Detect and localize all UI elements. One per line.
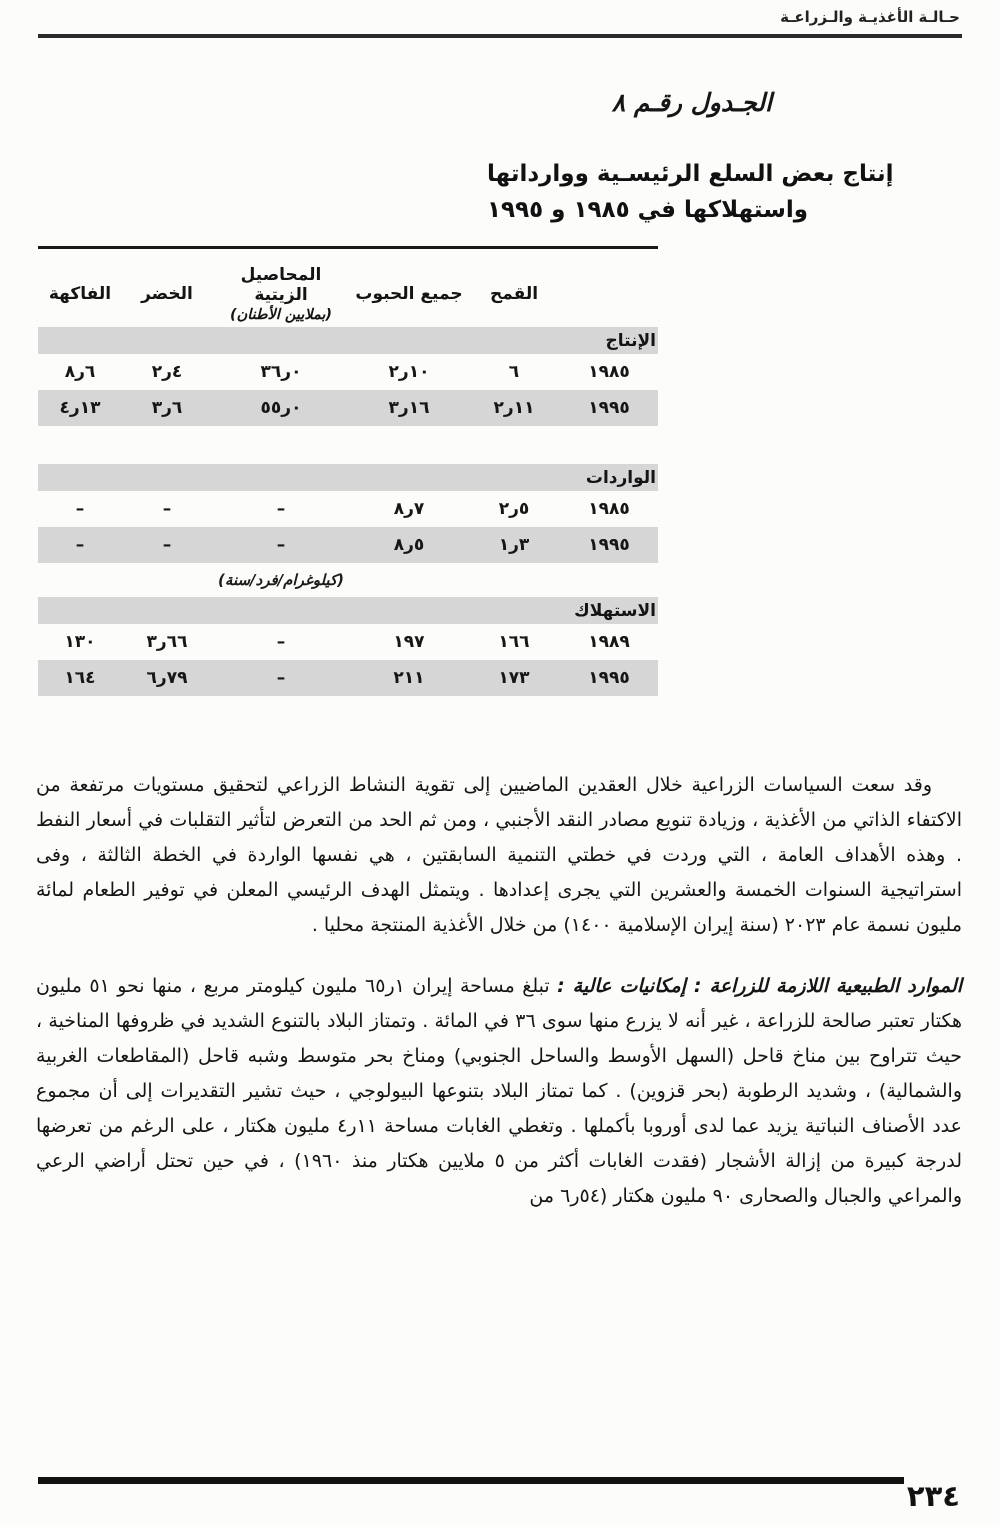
cell-value: ٧٩ر٦ (122, 660, 212, 696)
row-year: ١٩٩٥ (560, 390, 658, 426)
col-wheat: القمح (489, 284, 539, 304)
cell-value: – (212, 660, 350, 696)
section-band-production (38, 327, 658, 354)
paragraph-natural-resources (36, 969, 962, 1214)
cell-value: ٧ر٨ (393, 499, 425, 519)
col-all-cereals: جميع الحبوب (355, 284, 463, 304)
section-band-fill (38, 464, 560, 491)
table-title (487, 156, 897, 228)
table-row (38, 660, 658, 696)
cell-value: ١٦٦ (498, 632, 530, 652)
cell-value: ٠ر٥٥ (212, 390, 350, 426)
section-label-production: الإنتاج (560, 327, 658, 354)
cell-value: ١٧٣ (468, 660, 560, 696)
section-band-consumption (38, 597, 658, 624)
footer-divider (38, 1477, 904, 1484)
table-header-row (38, 248, 658, 328)
cell-value: ٥ر٢ (498, 499, 530, 519)
article-text (36, 768, 962, 1240)
cell-value: ١٣ر٤ (38, 390, 122, 426)
running-header-title: حـالـة الأغذيـة والـزراعـة (780, 8, 960, 26)
col-oil-crops (212, 248, 350, 328)
cell-value: ٦ر٣ (122, 390, 212, 426)
table-title-line1: إنتاج بعض السلع الرئيسـية ووارداتها (487, 161, 894, 187)
table-row (38, 354, 658, 390)
cell-value: ١١ر٢ (468, 390, 560, 426)
section-label-imports: الواردات (560, 464, 658, 491)
table-row (38, 624, 658, 660)
cell-value: ٦ر٨ (64, 362, 96, 382)
section-label-consumption: الاستهلاك (560, 597, 658, 624)
col-fruit: الفاكهة (48, 284, 112, 304)
section-band-fill (38, 327, 560, 354)
table-row (38, 390, 658, 426)
cell-value: – (276, 632, 286, 652)
cell-value: ١٦ر٣ (350, 390, 468, 426)
table-row (38, 491, 658, 527)
table-row (38, 527, 658, 563)
commodity-table (38, 246, 658, 696)
cell-value: ١٦٤ (38, 660, 122, 696)
table-title-line2: واستهلاكها في ١٩٨٥ و ١٩٩٥ (487, 197, 808, 223)
cell-value: ٢١١ (350, 660, 468, 696)
section-band-imports (38, 464, 658, 491)
header-divider (38, 34, 962, 38)
col-stub (560, 248, 658, 328)
cell-value: ١٠ر٢ (388, 362, 430, 382)
table-spacer (38, 426, 658, 464)
col-vegetables: الخضر (141, 284, 193, 304)
cell-value: – (162, 499, 172, 519)
cell-value: ٣ر١ (468, 527, 560, 563)
cell-value: ٦٦ر٣ (146, 632, 188, 652)
cell-value: ٦ (508, 362, 520, 382)
paragraph-policy: وقد سعت السياسات الزراعية خلال العقدين الماضيين إلى تقوية النشاط الزراعي لتحقيق مستويات مرتفعة من الاكتفاء الذاتي من الأغذية ، وزيادة تنويع مصادر النقد الأجنبي ، ومن ثم الحد من التعرض لتأثير التقلبات في أسعار النفط . وهذه الأهداف العامة ، التي وردت في خطتي التنمية السابقتين ، هي نفسها الواردة في الخطة الثالثة ، وفى استراتيجية السنوات الخمسة والعشرين التي يجرى إعدادها . ويتمثل الهدف الرئيسي المعلن في توفير الطعام لمائة مليون نسمة عام ٢٠٢٣ (سنة إيران الإسلامية ١٤٠٠) من خلال الأغذية المنتجة محليا . (36, 774, 962, 936)
row-year: ١٩٩٥ (560, 527, 658, 563)
cell-value: ٤ر٢ (151, 362, 183, 382)
page-number: ٢٣٤ (906, 1479, 960, 1513)
cell-value: ٥ر٨ (350, 527, 468, 563)
table-caption: الجـدول رقـم ٨ (611, 88, 772, 117)
table-unit-note-2: (كيلوغرام/فرد/سنة) (218, 571, 344, 589)
paragraph-body: تبلغ مساحة إيران ١ر٦٥ مليون كيلومتر مربع ، منها نحو ٥١ مليون هكتار تعتبر صالحة للزراعة ، غير أنه لا يزرع منها سوى ٣٦ في المائة . وتمتاز البلاد بالتنوع الشديد في ظروفها المناخية ، حيث تتراوح بين مناخ قاحل (السهل الأوسط والساحل الجنوبي) ومناخ بحر متوسط وشبه قاحل (المقاطعات الغربية والشمالية) ، وشديد الرطوبة (بحر قزوين) . كما تمتاز البلاد بتنوعها البيولوجي ، حيث تشير التقديرات إلى أن مجموع عدد الأصناف النباتية يزيد عما لدى أوروبا بأكملها . وتغطي الغابات مساحة ١١ر٤ مليون هكتار ، على الرغم من تعرضها لدرجة كبيرة من إزالة الأشجار (فقدت الغابات أكثر من ٥ ملايين هكتار منذ ١٩٦٠) ، في حين تحتل أراضي الرعي والمراعي والجبال والصحارى ٩٠ مليون هكتار (٥٤ر٦ من (36, 975, 962, 1207)
cell-value: – (38, 527, 122, 563)
cell-value: – (212, 527, 350, 563)
cell-value: – (122, 527, 212, 563)
section-band-fill (38, 597, 560, 624)
table-unit-note: (بملايين الأطنان) (229, 307, 333, 323)
row-year: ١٩٨٩ (588, 632, 630, 652)
cell-value: – (75, 499, 85, 519)
cell-value: ١٣٠ (64, 632, 96, 652)
paragraph-lead-in: الموارد الطبيعية اللازمة للزراعة : إمكانيات عالية : (557, 975, 962, 997)
cell-value: ٠ر٣٦ (260, 362, 302, 382)
row-year: ١٩٨٥ (588, 362, 630, 382)
table-unit-note-row (38, 563, 658, 597)
cell-value: ١٩٧ (393, 632, 425, 652)
row-year: ١٩٨٥ (588, 499, 630, 519)
col-oil-crops-label: المحاصيل الزيتية (240, 265, 322, 305)
row-year: ١٩٩٥ (560, 660, 658, 696)
cell-value: – (276, 499, 286, 519)
